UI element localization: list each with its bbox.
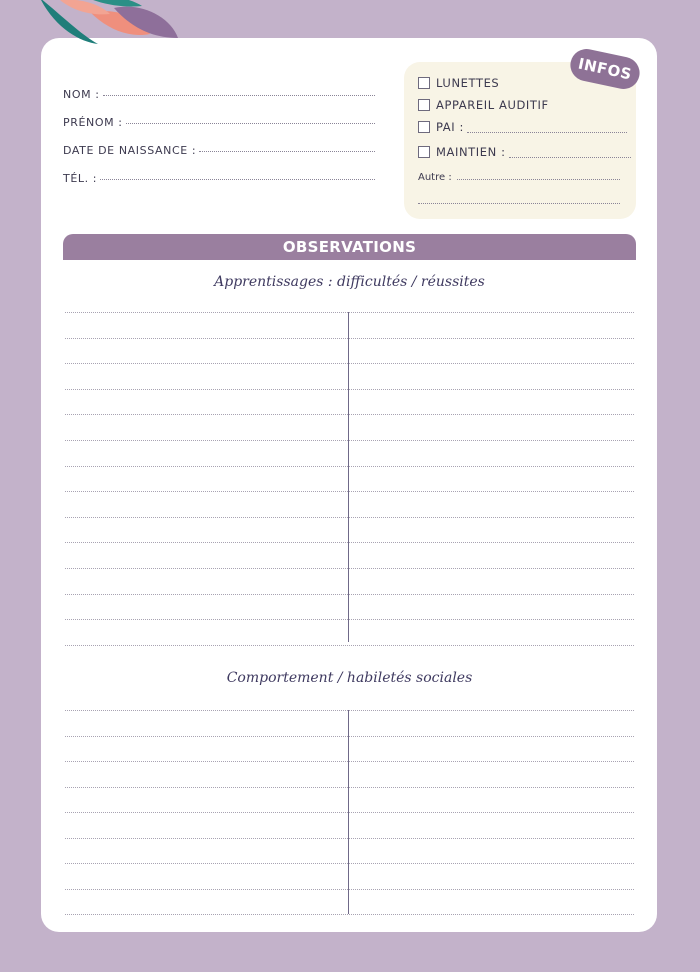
writing-line [65, 312, 634, 313]
check-maintien[interactable] [418, 145, 631, 159]
fill-line [103, 95, 375, 96]
field-label: DATE DE NAISSANCE : [63, 144, 197, 157]
writing-line [65, 736, 634, 737]
writing-line [65, 440, 634, 441]
writing-line [65, 812, 634, 813]
writing-line [65, 389, 634, 390]
check-label: APPAREIL AUDITIF [436, 98, 549, 112]
check-label: PAI : [436, 120, 464, 134]
infos-badge: INFOS [567, 46, 642, 92]
writing-line [65, 466, 634, 467]
checkbox-icon[interactable] [418, 146, 430, 158]
fill-line [418, 203, 620, 204]
fill-line [457, 179, 620, 180]
writing-line [65, 517, 634, 518]
writing-line [65, 863, 634, 864]
check-lunettes[interactable] [418, 76, 499, 90]
field-label: PRÉNOM : [63, 116, 123, 129]
check-pai[interactable] [418, 120, 627, 134]
writing-line [65, 594, 634, 595]
field-autre[interactable] [418, 172, 620, 183]
autre-label: Autre : [418, 172, 452, 183]
leaves-icon [30, 0, 190, 54]
writing-line [65, 787, 634, 788]
fill-line [126, 123, 375, 124]
section-title-comportement: Comportement / habiletés sociales [226, 670, 473, 686]
writing-line [65, 568, 634, 569]
writing-line [65, 338, 634, 339]
infos-panel [404, 54, 636, 219]
fill-line [199, 151, 375, 152]
writing-line [65, 363, 634, 364]
field-date-naissance[interactable] [63, 144, 375, 172]
writing-line [65, 710, 634, 711]
check-appareil-auditif[interactable] [418, 98, 549, 112]
writing-line [65, 889, 634, 890]
writing-line [65, 838, 634, 839]
checkbox-icon[interactable] [418, 99, 430, 111]
writing-line [65, 542, 634, 543]
form-card [41, 38, 657, 932]
checkbox-icon[interactable] [418, 121, 430, 133]
field-label: TÉL. : [63, 172, 98, 185]
writing-line [65, 619, 634, 620]
writing-line [65, 914, 634, 915]
field-label: NOM : [63, 88, 100, 101]
fill-line [467, 131, 627, 133]
field-tel[interactable] [63, 172, 375, 200]
fill-line [509, 156, 631, 158]
column-divider [348, 312, 349, 642]
fill-line [100, 179, 375, 180]
check-label: LUNETTES [436, 76, 500, 90]
writing-line [65, 414, 634, 415]
section-title-apprentissages: Apprentissages : difficultés / réussites [214, 274, 485, 290]
writing-line [65, 491, 634, 492]
field-prenom[interactable] [63, 116, 375, 144]
checkbox-icon[interactable] [418, 77, 430, 89]
observations-header: OBSERVATIONS [63, 234, 636, 260]
identity-fields [63, 88, 375, 200]
writing-line [65, 761, 634, 762]
writing-line [65, 645, 634, 646]
field-nom[interactable] [63, 88, 375, 116]
check-label: MAINTIEN : [436, 145, 506, 159]
